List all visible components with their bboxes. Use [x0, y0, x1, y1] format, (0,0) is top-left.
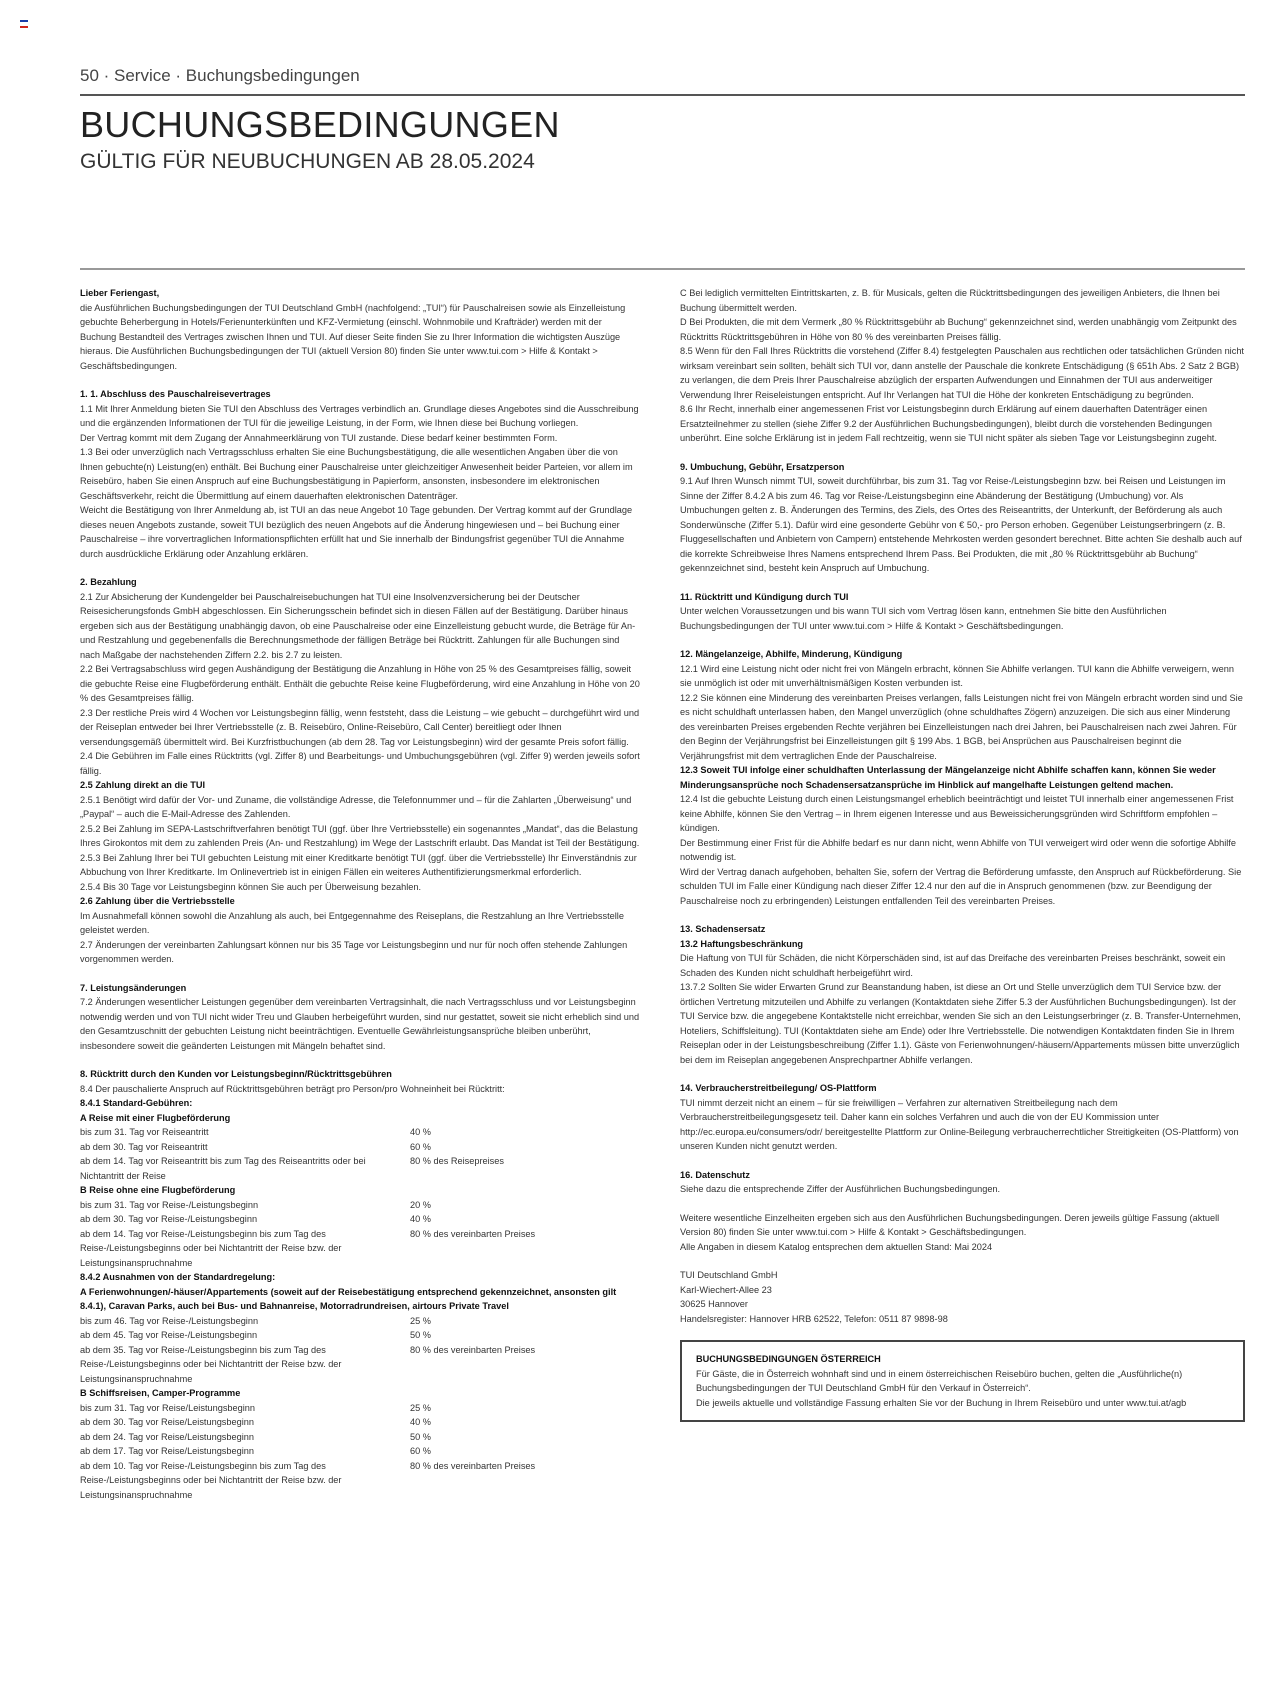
section-11-p1: Unter welchen Voraussetzungen und bis wann TUI sich vom Vertrag lösen kann, entnehmen Sie bitte den Ausführlichen Buchungsbedingungen der TUI unter www.tui.com > Hilfe & Kontakt > Geschäftsbedingungen. — [680, 606, 1167, 631]
fee-term: ab dem 14. Tag vor Reise-/Leistungsbeginn bis zum Tag des Reise-/Leistungsbeginns oder bei Nichtantritt der Reise bzw. der Leistungsinanspruchnahme — [80, 1228, 342, 1268]
address-line: Handelsregister: Hannover HRB 62522, Telefon: 0511 87 9898-98 — [680, 1313, 948, 1324]
page-header — [80, 66, 1245, 174]
fee-value: 60 % — [410, 1446, 431, 1456]
fee-value: 20 % — [410, 1199, 431, 1210]
section-1-p2: Der Vertrag kommt mit dem Zugang der Annahmeerklärung von TUI zustande. Diese bedarf keiner bestimmten Form. — [80, 432, 558, 443]
fee-row — [80, 1125, 640, 1140]
fee-row — [80, 1328, 640, 1343]
fee-term: bis zum 31. Tag vor Reise-/Leistungsbeginn — [80, 1199, 259, 1210]
section-7-p1: 7.2 Änderungen wesentlicher Leistungen gegenüber dem vereinbarten Vertragsinhalt, die nach Vertragsschluss und vor Leistungsbeginn notwendig werden und von TUI nicht wider Treu und Glauben herbeigeführt wurden, sind nur gestattet, soweit sie nicht erheblich sind und den Gesamtzuschnitt der gebuchten Leistung nicht beeinträchtigen. Eventuelle Gewährleistungsansprüche bleiben unberührt, insbesondere soweit die geänderten Leistungen mit Mängeln behaftet sind. — [80, 997, 640, 1051]
fee-row — [80, 1459, 640, 1503]
fee-row — [80, 1314, 640, 1329]
fee-row — [80, 1401, 640, 1416]
section-13 — [680, 922, 1245, 1067]
fee-term: ab dem 45. Tag vor Reise-/Leistungsbeginn — [80, 1330, 258, 1340]
section-16-title: 16. Datenschutz — [680, 1169, 750, 1180]
address-block — [680, 1268, 1245, 1326]
fee-value: 60 % — [410, 1141, 431, 1152]
fee-value: 80 % des vereinbarten Preises — [410, 1344, 536, 1355]
intro-text: die Ausführlichen Buchungsbedingungen der TUI Deutschland GmbH (nachfolgend: „TUI“) für Pauschalreisen sowie als Einzelleistung gebuchte Beherbergung in Hotels/Ferienunterkünften und KFZ-Vermietung (einschl. Wohnmobile und Krafträder) werden mit der Buchung Bestandteil des Vertrages zwischen Ihnen und TUI. Auf dieser Seite finden Sie zu Ihrer Information die wichtigsten Auszüge hieraus. Die Ausführlichen Buchungsbedingungen der TUI (aktuell Version 80) finden Sie unter www.tui.com > Hilfe & Kontakt > Geschäftsbedingungen. — [80, 302, 626, 371]
section-9-title: 9. Umbuchung, Gebühr, Ersatzperson — [680, 461, 845, 472]
section-1 — [80, 387, 640, 561]
fee-term: bis zum 31. Tag vor Reiseantritt — [80, 1127, 209, 1137]
fee-row — [80, 1154, 640, 1183]
section-9-p1: 9.1 Auf Ihren Wunsch nimmt TUI, soweit durchführbar, bis zum 31. Tag vor Reise-/Leistungsbeginn bzw. bei Reisen und Leistungen im Sinne der Ziffer 8.4.2 A bis zum 46. Tag vor Reise-/Leistungsbeginn eine Abänderung der Bestätigung (Umbuchung) vor. Als Umbuchungen gelten z. B. Änderungen des Termins, des Ziels, des Ortes des Reiseantritts, der Unterkunft, der Beförderung als auch Sonderwünsche (Ziffer 5.1). Dafür wird eine gesonderte Gebühr von € 50,- pro Person erhoben. Gegenüber Leistungserbringern (z. B. Fluggesellschaften und Anbietern von Campern) entstehende Mehrkosten werden gesondert berechnet. Bitte achten Sie deshalb auch auf die korrekte Schreibweise Ihres Namens entsprechend Ihrem Pass. Bei Produkten, die mit „80 % Rücktrittsgebühr ab Buchung“ gekennzeichnet sind, besteht kein Anspruch auf Umbuchung. — [680, 476, 1242, 573]
fee-term: ab dem 35. Tag vor Reise-/Leistungsbeginn bis zum Tag des Reise-/Leistungsbeginns oder bei Nichtantritt der Reise bzw. der Leistungsinanspruchnahme — [80, 1344, 342, 1384]
closing-p1: Weitere wesentliche Einzelheiten ergeben sich aus den Ausführlichen Buchungsbedingungen. Deren jeweils gültige Fassung (aktuell Version 80) finden Sie unter www.tui.com > Hilfe & Kontakt > Geschäftsbedingungen. — [680, 1212, 1220, 1237]
section-2-5-p4: 2.5.4 Bis 30 Tage vor Leistungsbeginn können Sie auch per Überweisung bezahlen. — [80, 881, 422, 892]
closing — [680, 1211, 1245, 1255]
exception-a-title: A Ferienwohnungen/-häuser/Appartements (soweit auf der Reisebestätigung entsprechend gekennzeichnet, ansonsten gilt 8.4.1), Caravan Parks, auch bei Bus- und Bahnanreise, Motorradrundreisen, airtours Private Travel — [80, 1286, 617, 1311]
section-16-p1: Siehe dazu die entsprechende Ziffer der Ausführlichen Buchungsbedingungen. — [680, 1184, 1001, 1194]
fee-row — [80, 1343, 640, 1387]
exception-b-title: B Schiffsreisen, Camper-Programme — [80, 1388, 241, 1398]
section-12 — [680, 647, 1245, 908]
section-14-p1: TUI nimmt derzeit nicht an einem – für sie freiwilligen – Verfahren zur alternativen Streitbeilegung nach dem Verbraucherstreitbeilegungsgesetz teil. Daher kann ein solches Verfahren und auch die von der EU Kommission unter http://ec.europa.eu/consumers/odr/ bereitgestellte Plattform zur Online-Beilegung verbraucherrechtlicher Streitigkeiten (OS-Plattform) von unseren Kunden nicht genutzt werden. — [680, 1097, 1239, 1151]
section-8-6: 8.6 Ihr Recht, innerhalb einer angemessenen Frist vor Leistungsbeginn durch Erklärung auf einem dauerhaften Datenträger einen Ersatzteilnehmer zu stellen (siehe Ziffer 9.2 der Ausführlichen Buchungsbedingungen), bleibt durch die vorstehenden Bedingungen unberührt. Eine solche Erklärung ist in jedem Fall rechtzeitig, wenn sie TUI nicht später als sieben Tage vor Leistungsbeginn zugeht. — [680, 404, 1217, 443]
fee-row — [80, 1430, 640, 1445]
section-2-p2: 2.2 Bei Vertragsabschluss wird gegen Aushändigung der Bestätigung die Anzahlung in Höhe von 25 % des Gesamtpreises fällig, soweit die gebuchte Reise eine Flugbeförderung enthält. Enthält die gebuchte Reise keine Flugbeförderung, wird eine Anzahlung in Höhe von 20 % des Gesamtpreises fällig. — [80, 664, 640, 703]
section-12-p2: 12.2 Sie können eine Minderung des vereinbarten Preises verlangen, falls Leistungen nicht frei von Mängeln erbracht worden sind und Sie es nicht schuldhaft unterlassen haben, den Mangel unverzüglich (ohne schuldhaftes Zögern) anzuzeigen. Die sich aus einer Minderung des vereinbarten Preises ergebenden Rechte verjähren bei Einzelleistungen nach drei Jahren, bei Pauschalreisen nach zwei Jahren. Für den Beginn der Verjährungsfrist bei Einzelleistungen gilt § 199 Abs. 1 BGB, bei Ansprüchen aus Pauschalreisen beginnt die Verjährungsfrist mit dem vertraglichen Ende der Pauschalreise. — [680, 692, 1243, 761]
section-1-p4: Weicht die Bestätigung von Ihrer Anmeldung ab, ist TUI an das neue Angebot 10 Tage gebunden. Der Vertrag kommt auf der Grundlage dieses neuen Angebots zustande, soweit TUI bezüglich des neuen Angebots auf die Änderung hingewiesen und – bei Buchung einer Pauschalreise – ihre vorvertraglichen Informationspflichten erfüllt hat und Sie innerhalb der Bindungsfrist gegenüber TUI die Annahme durch ausdrückliche Erklärung oder Anzahlung erklären. — [80, 505, 633, 559]
right-column — [680, 286, 1245, 1422]
address-line: TUI Deutschland GmbH — [680, 1270, 778, 1280]
intro-greeting: Lieber Feriengast, — [80, 288, 160, 298]
section-8-5: 8.5 Wenn für den Fall Ihres Rücktritts die vorstehend (Ziffer 8.4) festgelegten Pauschalen aus rechtlichen oder tatsächlichen Gründen nicht wirksam vereinbart sein sollten, behält sich TUI vor, dann anstelle der Pauschale die konkrete Entschädigung (§ 651h Abs. 2 Satz 2 BGB) zu verlangen, die dem Preis Ihrer Pauschalreise abzüglich der ersparten Aufwendungen und Einnahmen der TUI aus anderweitiger Verwendung Ihrer Reiseleistungen entspricht. Auf Ihr Verlangen hat TUI die Höhe der konkreten Entschädigung zu begründen. — [680, 346, 1244, 400]
section-13-title: 13. Schadensersatz — [680, 924, 766, 934]
austria-box-p1: Für Gäste, die in Österreich wohnhaft sind und in einem österreichischen Reisebüro buchen, gelten die „Ausführliche(n) Buchungsbedingungen der TUI Deutschland GmbH für den Verkauf in Österreich“. — [696, 1368, 1183, 1393]
austria-box-title: BUCHUNGSBEDINGUNGEN ÖSTERREICH — [696, 1354, 881, 1364]
section-13-p2: 13.7.2 Sollten Sie wider Erwarten Grund zur Beanstandung haben, ist diese an Ort und Stelle unverzüglich dem TUI Service bzw. der örtlichen Vertretung mitzuteilen und Abhilfe zu verlangen (Kontaktdaten siehe Ziffer 5.3 der Ausführlichen Buchungsbedingungen). Ist der TUI Service bzw. die angegebene Kontaktstelle nicht erreichbar, wenden Sie sich an den Leistungserbringer (z. B. Transfer-Unternehmen, Hoteliers, Schiffsleitung). TUI (Kontaktdaten siehe am Ende) oder Ihre Vertriebsstelle. Die notwendigen Kontaktdaten finden Sie in Ihrem Reiseplan oder in der Leistungsbeschreibung (Ziffer 1.1). Gäste von Ferienwohnungen/-häusern/Appartements müssen bitte unverzüglich bei dem im Reiseplan angegebenen Ansprechpartner Abhilfe verlangen. — [680, 982, 1241, 1065]
fee-value: 40 % — [410, 1214, 431, 1224]
section-2-5-p3: 2.5.3 Bei Zahlung Ihrer bei TUI gebuchten Leistung mit einer Kreditkarte benötigt TUI (ggf. über die Vertriebsstelle) Ihr Einverständnis zur Abbuchung von Ihrer Kreditkarte. Im Onlinevertrieb ist in einigen Fällen ein weiteres Authentifizierungsmerkmal erforderlich. — [80, 852, 637, 877]
flag-icon — [20, 20, 28, 28]
fee-row — [80, 1415, 640, 1430]
page-title: BUCHUNGSBEDINGUNGEN — [80, 104, 560, 145]
fee-value: 50 % — [410, 1330, 431, 1340]
fee-a-title: A Reise mit einer Flugbeförderung — [80, 1112, 231, 1123]
section-1-p1: 1.1 Mit Ihrer Anmeldung bieten Sie TUI den Abschluss des Vertrages verbindlich an. Grundlage dieses Angebotes sind die Ausschreibung und die ergänzenden Informationen der TUI für die jeweilige Leistung, in der Form, wie Ihnen diese bei Buchung vorliegen. — [80, 403, 639, 428]
fee-value: 80 % des vereinbarten Preises — [410, 1460, 536, 1471]
section-2-6-p1: Im Ausnahmefall können sowohl die Anzahlung als auch, bei Entgegennahme des Reiseplans, die Restzahlung an Ihre Vertriebsstelle geleistet werden. — [80, 910, 624, 935]
section-12-p4: 12.4 Ist die gebuchte Leistung durch einen Leistungsmangel erheblich beeinträchtigt und leistet TUI innerhalb einer angemessenen Frist keine Abhilfe, können Sie den Vertrag – in Ihrem eigenen Interesse und aus Beweissicherungsgründen wird Schriftform empfohlen – kündigen. — [680, 794, 1234, 833]
closing-p2: Alle Angaben in diesem Katalog entsprechen dem aktuellen Stand: Mai 2024 — [680, 1241, 993, 1252]
section-2-title: 2. Bezahlung — [80, 577, 137, 587]
fee-term: ab dem 14. Tag vor Reiseantritt bis zum Tag des Reiseantritts oder bei Nichtantritt der Reise — [80, 1156, 366, 1181]
section-1-p3: 1.3 Bei oder unverzüglich nach Vertragsschluss erhalten Sie eine Buchungsbestätigung, die alle wesentlichen Angaben über die von Ihnen gebuchte(n) Leistung(en) enthält. Bei Buchung einer Pauschalreise unter gleichzeitiger Anwesenheit beider Parteien, vor allem im Reisebüro, haben Sie einen Anspruch auf eine Buchungsbestätigung in Papierform, ansonsten, insbesondere im elektronischen Geschäftsverkehr, reicht die Übermittlung auf einem dauerhaften elektronischen Datenträger. — [80, 447, 633, 501]
section-2-5-p2: 2.5.2 Bei Zahlung im SEPA-Lastschriftverfahren benötigt TUI (ggf. über Ihre Vertriebsstelle) ein sogenanntes „Mandat“, das die Belastung Ihres Girokontos mit dem zu zahlenden Preis (An- und Restzahlung) im Wege der Lastschrift erlaubt. Das Mandat ist Teil der Bestätigung. — [80, 823, 640, 848]
fee-value: 40 % — [410, 1417, 431, 1427]
fee-row — [80, 1444, 640, 1459]
left-column — [80, 286, 640, 1502]
section-12-p6: Wird der Vertrag danach aufgehoben, behalten Sie, sofern der Vertrag die Beförderung umfasste, den Anspruch auf Rückbeförderung. Sie schulden TUI im Falle einer Kündigung nach dieser Ziffer 12.4 nur den auf die in Anspruch genommenen (bzw. zur Beendigung der Pauschalreise noch zu erbringenden) Leistungen entfallenden Teil des vereinbarten Preises. — [680, 866, 1242, 906]
rule-d: D Bei Produkten, die mit dem Vermerk „80 % Rücktrittsgebühr ab Buchung“ gekennzeichnet sind, werden unabhängig vom Zeitpunkt des Rücktritts Rücktrittsgebühren in Höhe von 80 % des vereinbarten Preises fällig. — [680, 317, 1237, 342]
section-12-title: 12. Mängelanzeige, Abhilfe, Minderung, Kündigung — [680, 649, 903, 659]
fee-row — [80, 1227, 640, 1271]
address-line: 30625 Hannover — [680, 1299, 748, 1309]
fee-term: ab dem 24. Tag vor Reise/Leistungsbeginn — [80, 1431, 254, 1442]
austria-info-box — [680, 1340, 1245, 1422]
section-13-2-title: 13.2 Haftungsbeschränkung — [680, 938, 804, 949]
fee-term: bis zum 31. Tag vor Reise/Leistungsbeginn — [80, 1402, 256, 1413]
content-rule — [80, 268, 1245, 270]
fee-row — [80, 1212, 640, 1227]
rule-c: C Bei lediglich vermittelten Eintrittskarten, z. B. für Musicals, gelten die Rücktrittsbedingungen des jeweiligen Anbieters, die Ihnen bei Buchung übermittelt werden. — [680, 288, 1220, 313]
fee-value: 25 % — [410, 1402, 431, 1413]
fee-b-title: B Reise ohne eine Flugbeförderung — [80, 1185, 236, 1195]
section-14 — [680, 1081, 1245, 1154]
section-2-p4: 2.4 Die Gebühren im Falle eines Rücktritts (vgl. Ziffer 8) und Bearbeitungs- und Umbuchungsgebühren (vgl. Ziffer 9) werden jeweils sofort fällig. — [80, 751, 640, 776]
fee-value: 25 % — [410, 1315, 431, 1326]
section-2-p1: 2.1 Zur Absicherung der Kundengelder bei Pauschalreisebuchungen hat TUI eine Insolvenzversicherung bei der Deutscher Reisesicherungsfonds GmbH abgeschlossen. Ein Sicherungsschein befindet sich in diesen Fällen auf der Bestätigung. Darüber hinaus ergeben sich aus der Bestätigung unabhängig davon, ob eine Pauschalreise oder eine Einzelleistung gebucht wurde, die Beträge für An- und Restzahlung und gegebenenfalls die Berechnungsmethode der fälligen Beträge bei Rücktritt. Zahlungen für alle Buchungen sind nach Maßgabe der nachstehenden Ziffern 2.2. bis 2.7 zu leisten. — [80, 591, 636, 660]
fee-term: ab dem 30. Tag vor Reiseantritt — [80, 1141, 208, 1152]
section-7-title: 7. Leistungsänderungen — [80, 982, 187, 993]
address-line: Karl-Wiechert-Allee 23 — [680, 1284, 772, 1295]
section-8-title: 8. Rücktritt durch den Kunden vor Leistungsbeginn/Rücktrittsgebühren — [80, 1069, 392, 1079]
fee-term: ab dem 10. Tag vor Reise-/Leistungsbeginn bis zum Tag des Reise-/Leistungsbeginns oder bei Nichtantritt der Reise bzw. der Leistungsinanspruchnahme — [80, 1460, 342, 1500]
fee-value: 80 % des vereinbarten Preises — [410, 1228, 536, 1239]
section-8 — [80, 1067, 640, 1502]
austria-box-p2: Die jeweils aktuelle und vollständige Fassung erhalten Sie vor der Buchung in Ihrem Reisebüro und unter www.tui.at/agb — [696, 1397, 1187, 1408]
section-8-4-1-title: 8.4.1 Standard-Gebühren: — [80, 1098, 193, 1108]
section-1-title: 1. 1. Abschluss des Pauschalreisevertrages — [80, 389, 271, 399]
section-16 — [680, 1168, 1245, 1197]
section-2-6-title: 2.6 Zahlung über die Vertriebsstelle — [80, 896, 235, 906]
section-2-p3: 2.3 Der restliche Preis wird 4 Wochen vor Leistungsbeginn fällig, wenn feststeht, dass die Leistung – wie gebucht – durchgeführt wird und der Reiseplan entweder bei Ihrer Vertriebsstelle (z. B. Reisebüro, Online-Reisebüro, Call Center) bereitliegt oder Ihnen versendungsgemäß übermittelt wird. Bei Kurzfristbuchungen (ab dem 28. Tag vor Leistungsbeginn) wird der gesamte Preis sofort fällig. — [80, 707, 640, 747]
fee-term: ab dem 30. Tag vor Reise-/Leistungsbeginn — [80, 1214, 258, 1224]
fee-row — [80, 1140, 640, 1155]
section-14-title: 14. Verbraucherstreitbeilegung/ OS-Plattform — [680, 1083, 877, 1093]
section-2-5-p1: 2.5.1 Benötigt wird dafür der Vor- und Zuname, die vollständige Adresse, die Telefonnummer und – für die Zahlarten „Überweisung“ und „Paypal“ – auch die E-Mail-Adresse des Zahlenden. — [80, 794, 632, 819]
section-12-p3: 12.3 Soweit TUI infolge einer schuldhaften Unterlassung der Mängelanzeige nicht Abhilfe schaffen kann, können Sie weder Minderungsansprüche noch Schadensersatzansprüche im Hinblick auf mangelhafte Leistungen geltend machen. — [680, 765, 1216, 790]
fee-term: bis zum 46. Tag vor Reise-/Leistungsbeginn — [80, 1315, 259, 1326]
section-12-p5: Der Bestimmung einer Frist für die Abhilfe bedarf es nur dann nicht, wenn Abhilfe von TUI verweigert wird oder wenn die sofortige Abhilfe notwendig ist. — [680, 837, 1236, 862]
section-13-p1: Die Haftung von TUI für Schäden, die nicht Körperschäden sind, ist auf das Dreifache des vereinbarten Preises beschränkt, soweit ein Schaden des Kunden nicht schuldhaft herbeigeführt wird. — [680, 953, 1226, 978]
section-8-p1: 8.4 Der pauschalierte Anspruch auf Rücktrittsgebühren beträgt pro Person/pro Wohneinheit bei Rücktritt: — [80, 1083, 505, 1094]
fee-term: ab dem 30. Tag vor Reise/Leistungsbeginn — [80, 1417, 254, 1427]
fee-term: ab dem 17. Tag vor Reise/Leistungsbeginn — [80, 1446, 254, 1456]
fee-row — [80, 1198, 640, 1213]
header-rule — [80, 94, 1245, 96]
section-7 — [80, 981, 640, 1054]
section-12-p1: 12.1 Wird eine Leistung nicht oder nicht frei von Mängeln erbracht, können Sie Abhilfe verlangen. TUI kann die Abhilfe verweigern, wenn sie unmöglich ist oder mit unverhältnismäßigen Kosten verbunden ist. — [680, 663, 1234, 688]
section-9 — [680, 460, 1245, 576]
section-2-7-p1: 2.7 Änderungen der vereinbarten Zahlungsart können nur bis 35 Tage vor Leistungsbeginn und nur für noch offen stehende Zahlungen vorgenommen werden. — [80, 939, 628, 964]
fee-value: 50 % — [410, 1431, 431, 1442]
fee-value: 80 % des Reisepreises — [410, 1156, 504, 1166]
section-2 — [80, 575, 640, 967]
fee-value: 40 % — [410, 1127, 431, 1137]
page-subtitle: GÜLTIG FÜR NEUBUCHUNGEN AB 28.05.2024 — [80, 150, 535, 173]
section-11 — [680, 590, 1245, 634]
section-2-5-title: 2.5 Zahlung direkt an die TUI — [80, 780, 206, 790]
section-11-title: 11. Rücktritt und Kündigung durch TUI — [680, 591, 849, 602]
breadcrumb: 50 · Service · Buchungsbedingungen — [80, 66, 360, 85]
section-8-4-2-title: 8.4.2 Ausnahmen von der Standardregelung: — [80, 1272, 276, 1282]
